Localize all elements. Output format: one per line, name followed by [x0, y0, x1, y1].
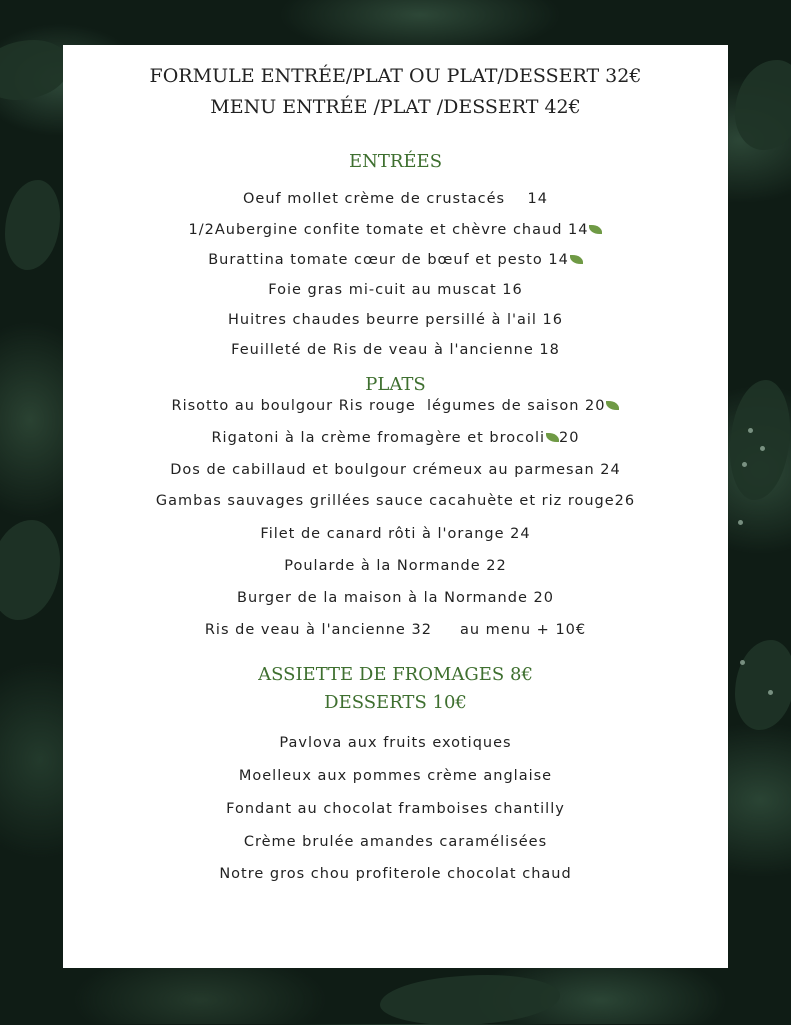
vegetarian-leaf-icon	[570, 255, 583, 264]
menu-item: Dos de cabillaud et boulgour crémeux au parmesan 24	[170, 462, 621, 478]
menu-item: Risotto au boulgour Ris rouge légumes de saison 20	[63, 398, 728, 414]
menu-item: Fondant au chocolat framboises chantilly	[226, 801, 565, 817]
background-leaf	[735, 60, 791, 150]
background-leaf	[5, 180, 60, 270]
menu-item: Feuilleté de Ris de veau à l'ancienne 18	[231, 342, 560, 358]
water-drop	[738, 520, 743, 525]
plats-heading: PLATS	[365, 374, 426, 395]
vegetarian-leaf-icon	[546, 433, 559, 442]
menu-item: Foie gras mi-cuit au muscat 16	[268, 282, 523, 298]
menu-item: Ris de veau à l'ancienne 32 au menu + 10€	[204, 622, 587, 638]
background-leaf	[730, 380, 790, 500]
menu-item: Pavlova aux fruits exotiques	[279, 735, 512, 751]
menu-item: Crème brulée amandes caramélisées	[243, 834, 548, 850]
menu-item: Filet de canard rôti à l'orange 24	[260, 526, 531, 542]
menu-item: Poularde à la Normande 22	[284, 558, 507, 574]
water-drop	[740, 660, 745, 665]
formule-price-line: FORMULE ENTRÉE/PLAT OU PLAT/DESSERT 32€	[149, 65, 642, 87]
menu-item: Burger de la maison à la Normande 20	[237, 590, 554, 606]
desserts-heading: DESSERTS 10€	[324, 692, 467, 713]
menu-item: Burattina tomate cœur de bœuf et pesto 14	[63, 252, 728, 268]
water-drop	[760, 446, 765, 451]
entrees-heading: ENTRÉES	[348, 151, 443, 172]
menu-card	[63, 45, 728, 968]
menu-item: Gambas sauvages grillées sauce cacahuète et riz rouge26	[155, 493, 636, 509]
menu-price-line: MENU ENTRÉE /PLAT /DESSERT 42€	[210, 96, 581, 118]
background-leaf	[380, 975, 560, 1025]
water-drop	[742, 462, 747, 467]
background-leaf	[0, 520, 60, 620]
menu-item: Moelleux aux pommes crème anglaise	[238, 768, 553, 784]
fromages-heading: ASSIETTE DE FROMAGES 8€	[258, 664, 533, 685]
water-drop	[748, 428, 753, 433]
menu-item: Notre gros chou profiterole chocolat chaud	[219, 866, 572, 882]
menu-item: Huitres chaudes beurre persillé à l'ail 16	[227, 312, 564, 328]
background-leaf	[735, 640, 791, 730]
menu-item: 1/2Aubergine confite tomate et chèvre chaud 14	[63, 222, 728, 238]
menu-item: Oeuf mollet crème de crustacés 14	[242, 191, 548, 207]
menu-item: Rigatoni à la crème fromagère et brocoli 20	[211, 430, 580, 446]
background-leaf	[0, 40, 70, 100]
water-drop	[768, 690, 773, 695]
vegetarian-leaf-icon	[606, 401, 619, 410]
vegetarian-leaf-icon	[589, 225, 602, 234]
